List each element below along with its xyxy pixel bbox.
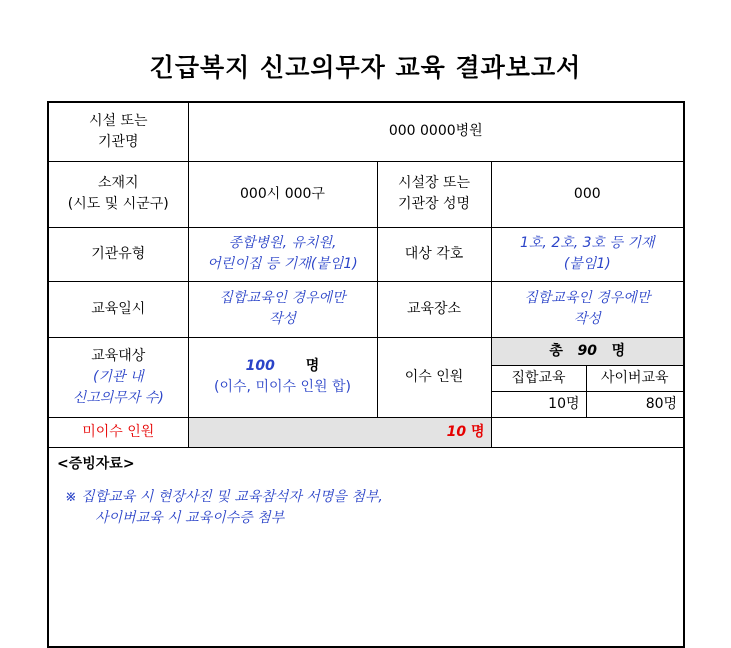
- cyber-edu-label-cell: [586, 365, 684, 391]
- incomplete-unit: 명: [470, 423, 485, 440]
- target-count-note: (이수, 미이수 인원 합): [214, 379, 351, 395]
- location-label-line2: (시도 및 시군구): [67, 196, 169, 212]
- evidence-line2: 사이버교육 시 교육이수증 첨부: [95, 509, 285, 526]
- org-value: 000 0000병원: [388, 123, 483, 140]
- completed-total-cell[interactable]: [491, 337, 684, 365]
- completed-total-prefix: 총: [549, 342, 563, 359]
- target-clause-label: 대상 각호: [404, 245, 464, 262]
- type-label-cell: [48, 227, 188, 281]
- target-label: 교육대상: [91, 347, 146, 364]
- cyber-edu-value-cell[interactable]: [586, 391, 684, 417]
- date-label: 교육일시: [91, 300, 146, 317]
- completed-total-unit: 명: [611, 342, 626, 359]
- place-value-line2: 작성: [573, 311, 601, 327]
- date-value-line2: 작성: [268, 311, 297, 327]
- place-value-line1: 집합교육인 경우에만: [524, 290, 651, 306]
- incomplete-label: 미이수 인원: [82, 423, 155, 440]
- evidence-line1: ※ 집합교육 시 현장사진 및 교육참석자 서명을 첨부,: [65, 488, 383, 505]
- report-form-table: [47, 101, 685, 648]
- completed-label: 이수 인원: [404, 368, 464, 385]
- target-count-unit: 명: [305, 358, 320, 374]
- target-count-cell[interactable]: [188, 337, 377, 417]
- target-sub-line2: 신고의무자 수): [72, 389, 164, 406]
- type-label: 기관유형: [91, 245, 146, 262]
- head-label-line2: 기관장 성명: [397, 196, 471, 212]
- incomplete-value-cell[interactable]: [188, 417, 491, 447]
- incomplete-label-cell: [48, 417, 188, 447]
- head-label-line1: 시설장 또는: [397, 175, 471, 191]
- place-label-cell: [377, 281, 491, 337]
- group-edu-label-cell: [491, 365, 586, 391]
- org-label-line2: 기관명: [97, 133, 139, 150]
- type-value-line1: 종합병원, 유치원,: [228, 235, 337, 251]
- target-clause-label-cell: [377, 227, 491, 281]
- location-label-line1: 소재지: [97, 175, 139, 191]
- head-name-value-cell[interactable]: [491, 161, 684, 227]
- group-edu-value-cell[interactable]: [491, 391, 586, 417]
- head-name-label-cell: [377, 161, 491, 227]
- target-clause-value-cell[interactable]: [491, 227, 684, 281]
- date-value-line1: 집합교육인 경우에만: [219, 290, 346, 306]
- org-value-cell[interactable]: [188, 102, 684, 161]
- org-label-line1: 시설 또는: [88, 112, 148, 129]
- completed-total: 90: [577, 342, 598, 359]
- evidence-head: <증빙자료>: [57, 455, 135, 472]
- location-label-cell: [48, 161, 188, 227]
- target-sub-line1: (기관 내: [93, 368, 144, 385]
- location-value-cell[interactable]: [188, 161, 377, 227]
- date-label-cell: [48, 281, 188, 337]
- completed-label-cell: [377, 337, 491, 417]
- group-edu-value: 10명: [548, 395, 580, 412]
- org-label-cell: [48, 102, 188, 161]
- target-clause-line1: 1호, 2호, 3호 등 기재: [519, 235, 655, 251]
- place-value-cell[interactable]: [491, 281, 684, 337]
- type-value-cell[interactable]: [188, 227, 377, 281]
- document-title: 긴급복지 신고의무자 교육 결과보고서: [149, 53, 582, 82]
- cyber-edu-label: 사이버교육: [600, 369, 669, 386]
- head-name-value: 000: [573, 185, 601, 202]
- evidence-cell[interactable]: [48, 447, 684, 647]
- target-count: 100: [245, 358, 275, 374]
- type-value-line2: 어린이집 등 기재(붙임1): [207, 256, 358, 272]
- cyber-edu-value: 80명: [645, 395, 678, 412]
- target-label-cell: [48, 337, 188, 417]
- target-clause-line2: (붙임1): [563, 256, 611, 272]
- place-label: 교육장소: [406, 300, 462, 317]
- group-edu-label: 집합교육: [511, 369, 566, 386]
- location-value: 000시 000구: [240, 185, 325, 202]
- date-value-cell[interactable]: [188, 281, 377, 337]
- incomplete-value: 10: [446, 423, 467, 440]
